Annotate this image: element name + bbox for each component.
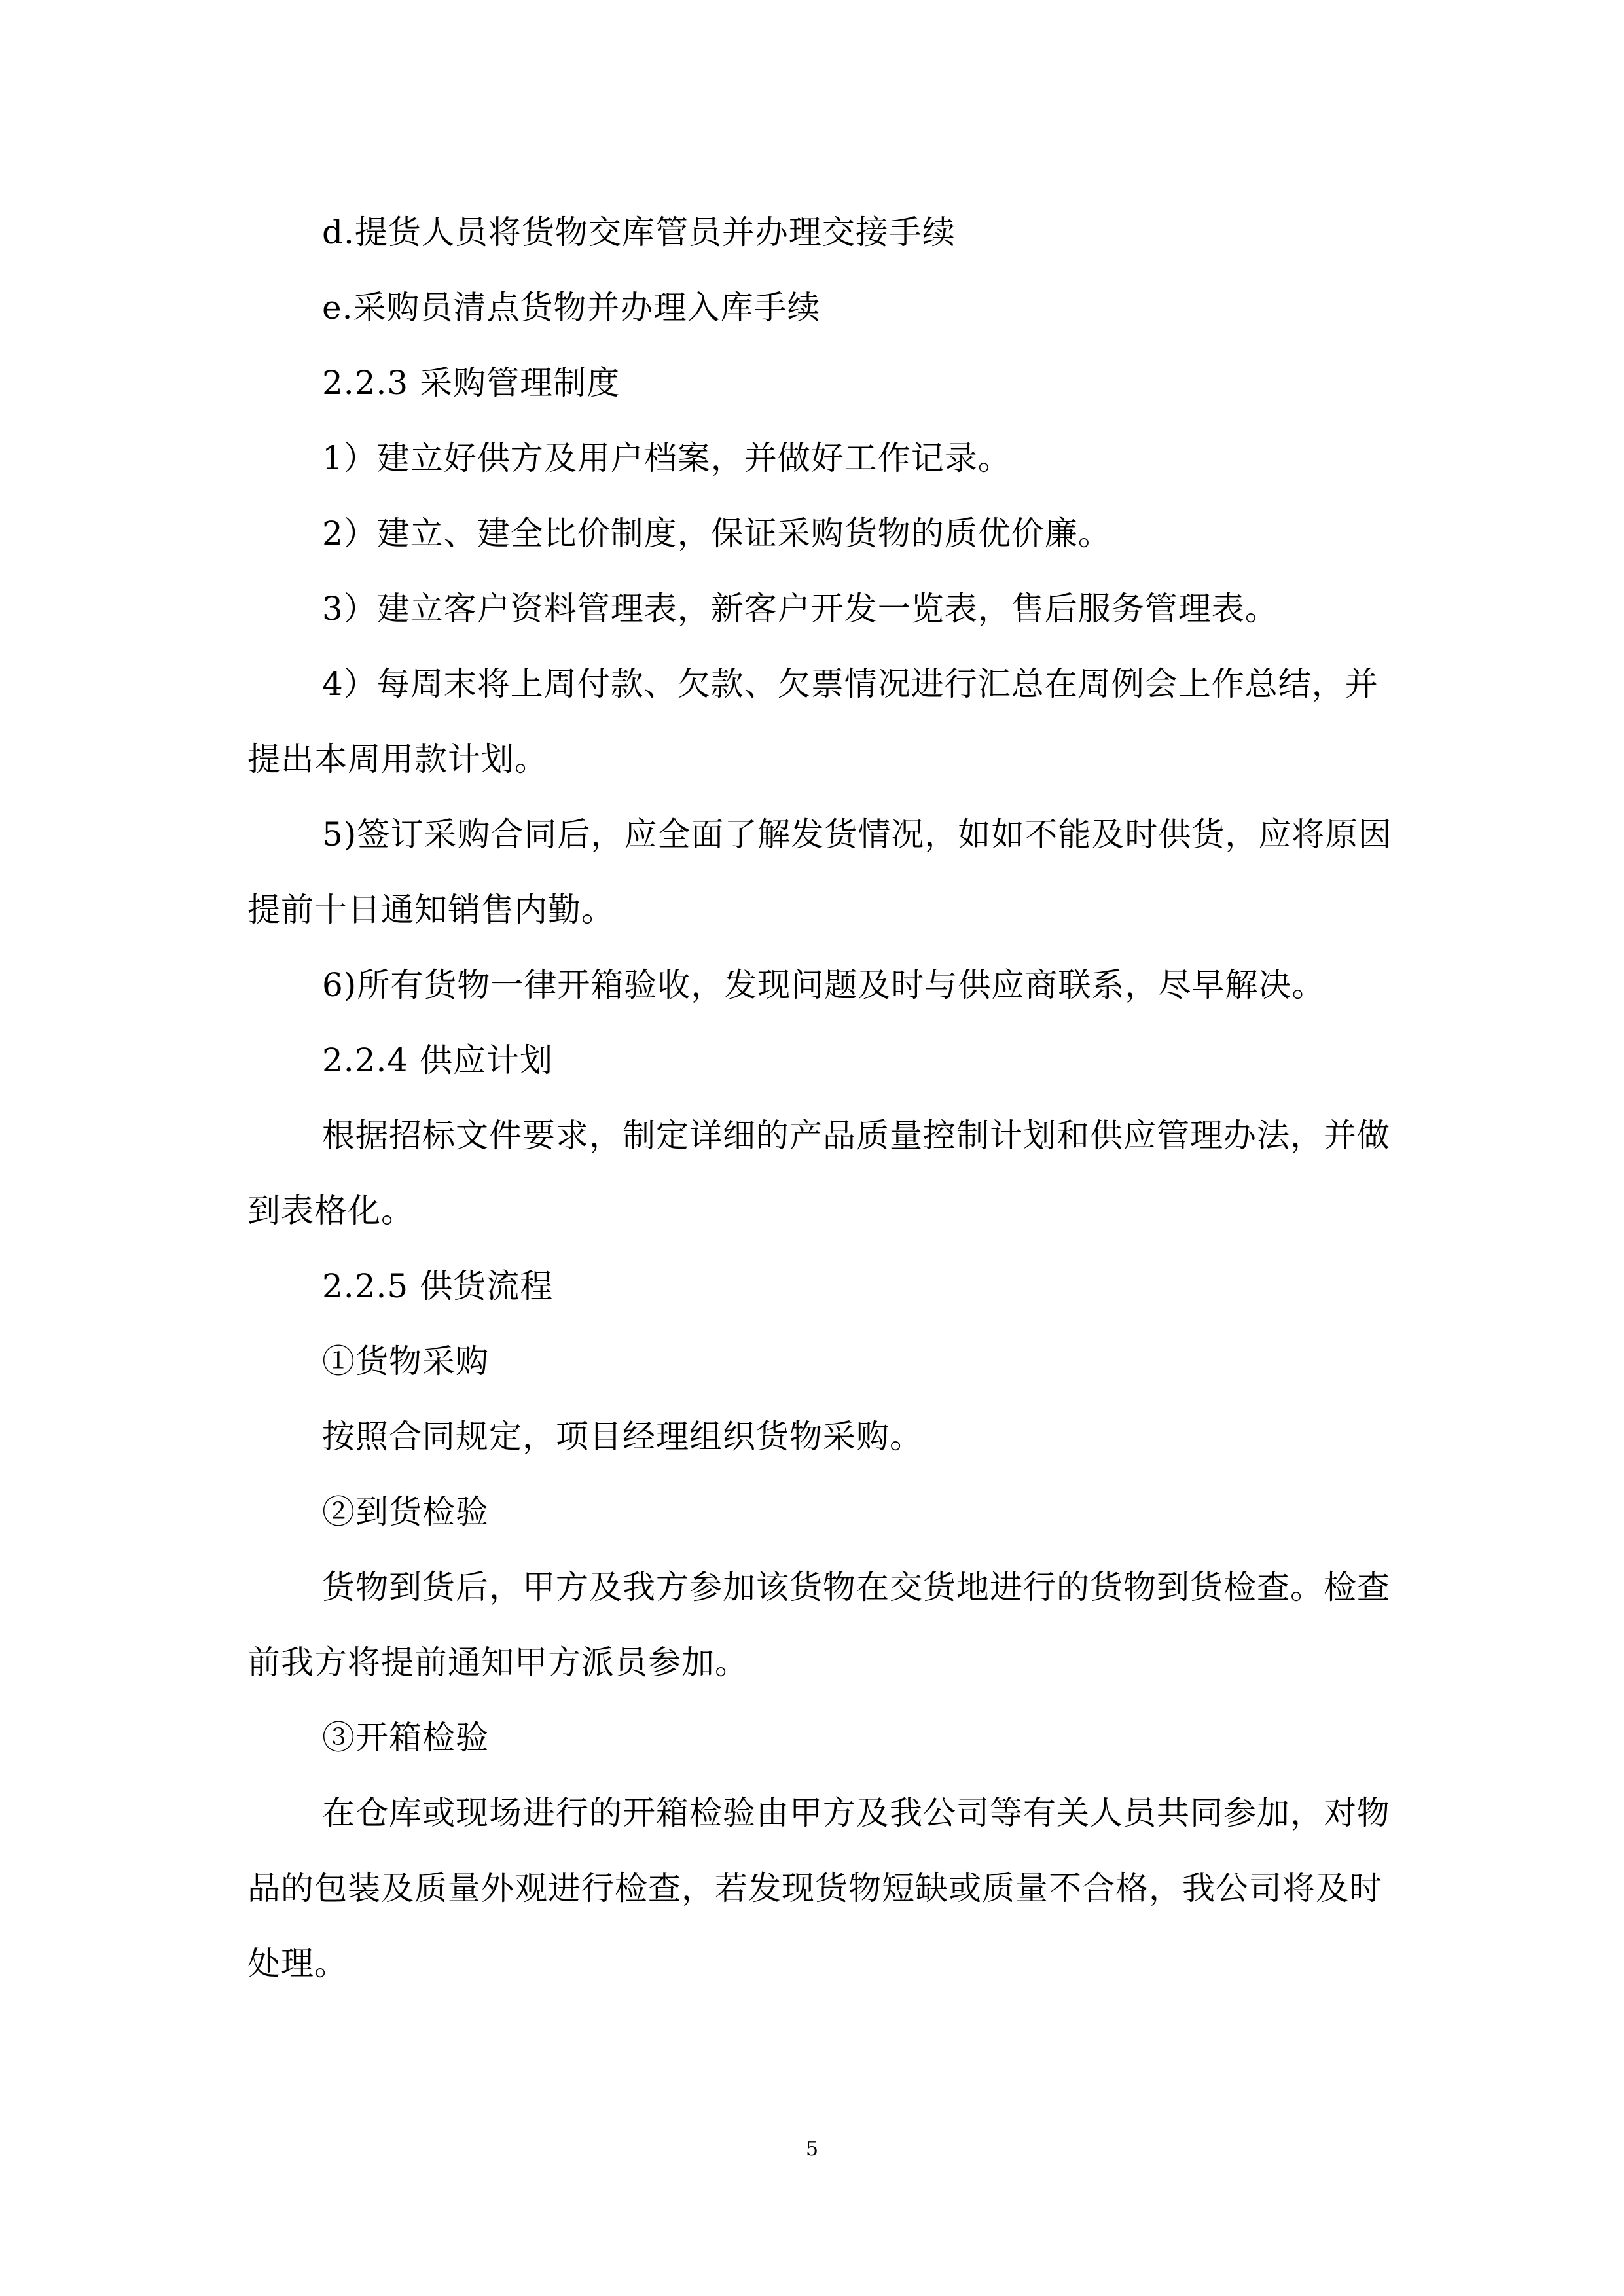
paragraph-arrival-inspection: 货物到货后，甲方及我方参加该货物在交货地进行的货物到货检查。检查前我方将提前通知甲方派员参加。: [247, 1568, 1390, 1681]
paragraph-e-warehousing: e.采购员清点货物并办理入库手续: [322, 289, 821, 327]
paragraph-goods-procurement: 按照合同规定，项目经理组织货物采购。: [322, 1418, 923, 1456]
paragraph-supply-plan: 根据招标文件要求，制定详细的产品质量控制计划和供应管理办法，并做到表格化。: [247, 1117, 1390, 1230]
heading-2-2-5: 2.2.5 供货流程: [322, 1267, 554, 1305]
paragraph-rule-3: 3）建立客户资料管理表，新客户开发一览表，售后服务管理表。: [322, 590, 1278, 628]
heading-2-2-3: 2.2.3 采购管理制度: [322, 364, 621, 402]
paragraph-rule-2: 2）建立、建全比价制度，保证采购货物的质优价廉。: [322, 514, 1111, 552]
paragraph-unpacking-inspection: 在仓库或现场进行的开箱检验由甲方及我公司等有关人员共同参加，对物品的包装及质量外观进行检查，若发现货物短缺或质量不合格，我公司将及时处理。: [247, 1794, 1390, 1982]
paragraph-rule-1: 1）建立好供方及用户档案，并做好工作记录。: [322, 439, 1011, 477]
document-body: [247, 195, 1399, 2001]
subheading-goods-procurement: ①货物采购: [322, 1342, 489, 1380]
page-number: 5: [805, 2138, 819, 2161]
heading-2-2-4: 2.2.4 供应计划: [322, 1041, 554, 1079]
paragraph-d-handover: d.提货人员将货物交库管员并办理交接手续: [322, 213, 956, 251]
subheading-unpacking-inspection: ③开箱检验: [322, 1719, 489, 1757]
paragraph-rule-6: 6)所有货物一律开箱验收，发现问题及时与供应商联系，尽早解决。: [322, 966, 1326, 1004]
paragraph-rule-5: 5)签订采购合同后，应全面了解发货情况，如如不能及时供货，应将原因提前十日通知销售内勤。: [247, 816, 1392, 929]
paragraph-rule-4: 4）每周末将上周付款、欠款、欠票情况进行汇总在周例会上作总结，并提出本周用款计划。: [247, 665, 1379, 778]
subheading-arrival-inspection: ②到货检验: [322, 1493, 489, 1531]
